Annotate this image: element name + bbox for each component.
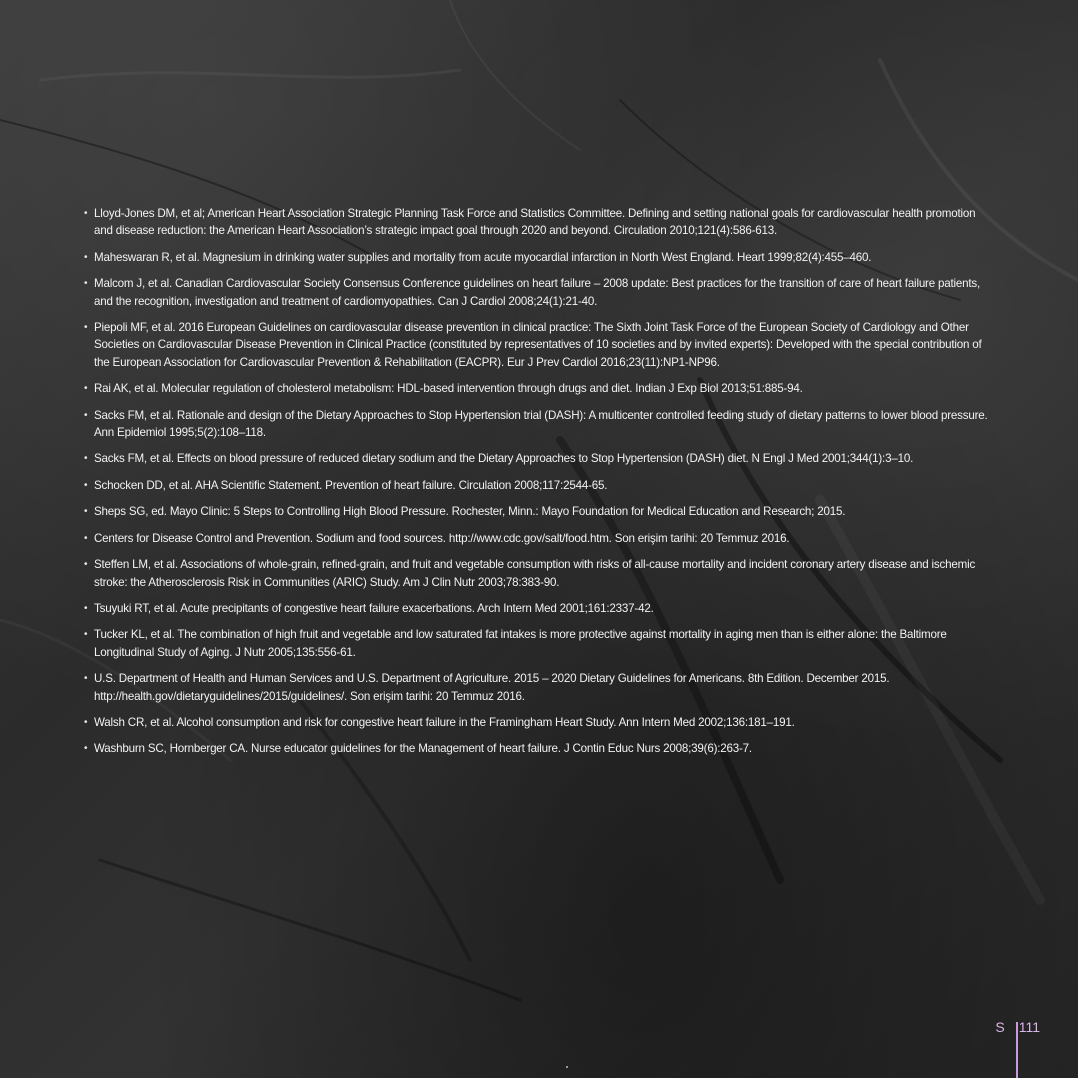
reference-item: • Piepoli MF, et al. 2016 European Guidelines on cardiovascular disease prevention in clinical practice: The Sixth Joint Task Force of the European Society of Cardiology and Other Societies on Cardiovascular Disease Prevention in Clinical Practice (constituted by representatives of 10 societies and by invited experts): Developed with the special contribution of the European Association for Cardiovascular Prevention & Rehabilitation (EACPR). Eur J Prev Cardiol 2016;23(11):NP1-NP96. <box>84 319 994 371</box>
page-marker <box>995 1016 1040 1038</box>
reference-list <box>84 205 994 767</box>
reference-item: • Sacks FM, et al. Effects on blood pressure of reduced dietary sodium and the Dietary Approaches to Stop Hypertension (DASH) diet. N Engl J Med 2001;344(1):3–10. <box>84 450 994 467</box>
reference-item: • Rai AK, et al. Molecular regulation of cholesterol metabolism: HDL-based intervention through drugs and diet. Indian J Exp Biol 2013;51:885-94. <box>84 380 994 397</box>
reference-item: • Schocken DD, et al. AHA Scientific Statement. Prevention of heart failure. Circulation 2008;117:2544-65. <box>84 477 994 494</box>
reference-item: • Walsh CR, et al. Alcohol consumption and risk for congestive heart failure in the Framingham Heart Study. Ann Intern Med 2002;136:181–191. <box>84 714 994 731</box>
page-section-letter: S <box>995 1019 1005 1035</box>
decorative-dot <box>566 1066 568 1068</box>
reference-item: • U.S. Department of Health and Human Services and U.S. Department of Agriculture. 2015 – 2020 Dietary Guidelines for Americans. 8th Edition. December 2015. http://health.gov/dietaryguidelines/2015/guidelines/. Son erişim tarihi: 20 Temmuz 2016. <box>84 670 994 705</box>
reference-item: • Maheswaran R, et al. Magnesium in drinking water supplies and mortality from acute myocardial infarction in North West England. Heart 1999;82(4):455–460. <box>84 249 994 266</box>
reference-item: • Washburn SC, Hornberger CA. Nurse educator guidelines for the Management of heart failure. J Contin Educ Nurs 2008;39(6):263-7. <box>84 740 994 757</box>
reference-item: • Sheps SG, ed. Mayo Clinic: 5 Steps to Controlling High Blood Pressure. Rochester, Minn.: Mayo Foundation for Medical Education and Research; 2015. <box>84 503 994 520</box>
reference-item: • Tucker KL, et al. The combination of high fruit and vegetable and low saturated fat intakes is more protective against mortality in aging men than is either alone: the Baltimore Longitudinal Study of Aging. J Nutr 2005;135:556-61. <box>84 626 994 661</box>
reference-item: • Sacks FM, et al. Rationale and design of the Dietary Approaches to Stop Hypertension trial (DASH): A multicenter controlled feeding study of dietary patterns to lower blood pressure. Ann Epidemiol 1995;5(2):108–118. <box>84 407 994 442</box>
reference-item: • Malcom J, et al. Canadian Cardiovascular Society Consensus Conference guidelines on heart failure – 2008 update: Best practices for the transition of care of heart failure patients, and the recognition, investigation and treatment of cardiomyopathies. Can J Cardiol 2008;24(1):21-40. <box>84 275 994 310</box>
page-number: 111 <box>1018 1019 1040 1035</box>
reference-item: • Tsuyuki RT, et al. Acute precipitants of congestive heart failure exacerbations. Arch Intern Med 2001;161:2337-42. <box>84 600 994 617</box>
reference-item: • Lloyd-Jones DM, et al; American Heart Association Strategic Planning Task Force and Statistics Committee. Defining and setting national goals for cardiovascular health promotion and disease reduction: the American Heart Association’s strategic impact goal through 2020 and beyond. Circulation 2010;121(4):586-613. <box>84 205 994 240</box>
reference-item: • Centers for Disease Control and Prevention. Sodium and food sources. http://www.cdc.gov/salt/food.htm. Son erişim tarihi: 20 Temmuz 2016. <box>84 530 994 547</box>
reference-item: • Steffen LM, et al. Associations of whole-grain, refined-grain, and fruit and vegetable consumption with risks of all-cause mortality and incident coronary artery disease and ischemic stroke: the Atherosclerosis Risk in Communities (ARIC) Study. Am J Clin Nutr 2003;78:383-90. <box>84 556 994 591</box>
